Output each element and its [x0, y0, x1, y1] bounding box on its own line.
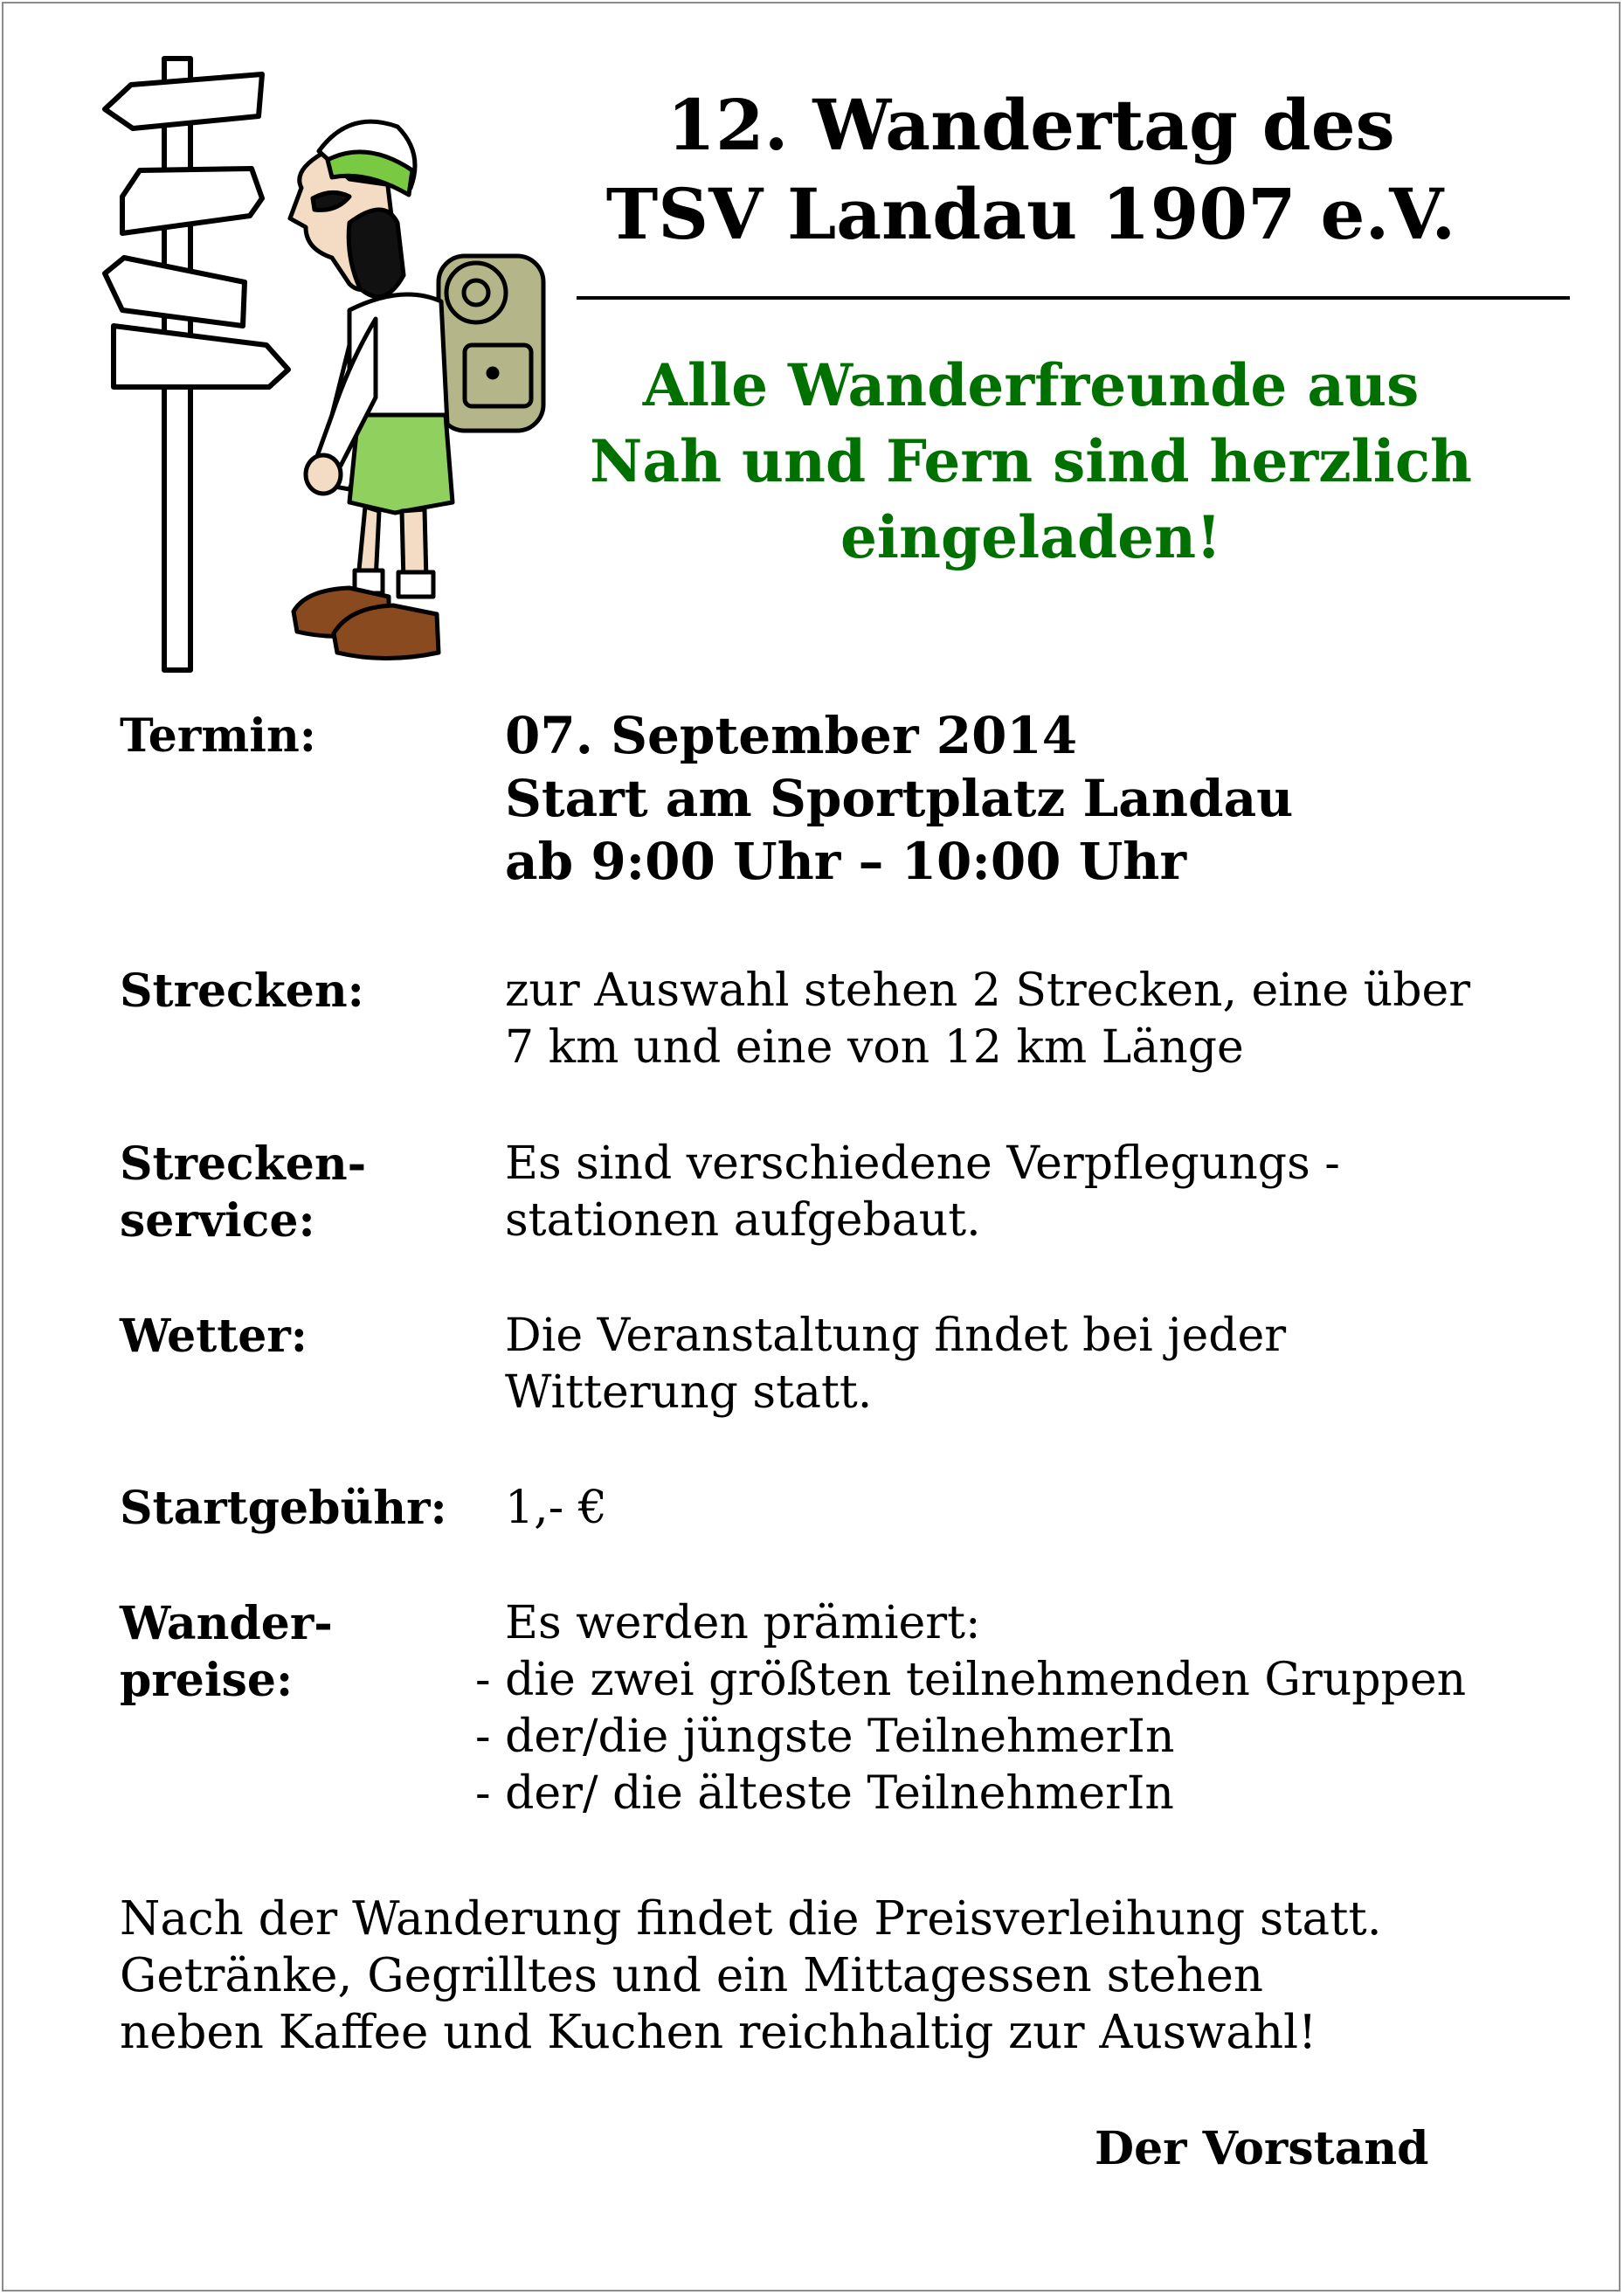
wetter-line-2: Witterung statt. — [505, 1366, 873, 1419]
title-line-1: 12. Wandertag des — [667, 84, 1395, 166]
invitation-line-2: Nah und Fern sind herzlich — [589, 427, 1472, 495]
closing-line-3: neben Kaffee und Kuchen reichhaltig zur Auswahl! — [120, 2006, 1317, 2059]
page-title — [568, 80, 1494, 259]
termin-time: ab 9:00 Uhr – 10:00 Uhr — [505, 832, 1187, 891]
invitation-text — [542, 348, 1520, 576]
termin-value — [505, 704, 1293, 893]
preise-label-line-2: preise: — [120, 1654, 294, 1707]
service-line-2: stationen aufgebaut. — [505, 1194, 981, 1247]
strecken-line-1: zur Auswahl stehen 2 Strecken, eine über — [505, 964, 1471, 1017]
termin-location: Start am Sportplatz Landau — [505, 769, 1294, 828]
gebuehr-label: Startgebühr: — [120, 1482, 447, 1535]
closing-text — [120, 1891, 1382, 2061]
preise-item: - die zwei größten teilnehmenden Gruppen — [475, 1654, 1467, 1706]
termin-date: 07. September 2014 — [505, 706, 1078, 765]
title-divider — [577, 296, 1570, 300]
wooden-signpost-icon — [105, 59, 288, 670]
invitation-line-3: eingeladen! — [840, 503, 1222, 571]
service-value — [505, 1136, 1340, 1249]
wetter-label: Wetter: — [120, 1310, 308, 1363]
strecken-value — [505, 963, 1470, 1076]
hiker-illustration — [87, 48, 559, 677]
termin-label: Termin: — [120, 709, 316, 763]
cartoon-hiker-icon — [290, 121, 543, 658]
signature: Der Vorstand — [1095, 2122, 1429, 2175]
service-label-line-1: Strecken- — [120, 1137, 367, 1191]
invitation-line-1: Alle Wanderfreunde aus — [642, 351, 1420, 419]
service-label — [120, 1136, 366, 1249]
preise-label — [120, 1595, 333, 1709]
preise-intro: Es werden prämiert: — [505, 1597, 981, 1649]
service-line-1: Es sind verschiedene Verpflegungs - — [505, 1137, 1340, 1190]
strecken-line-2: 7 km und eine von 12 km Länge — [505, 1021, 1244, 1074]
gebuehr-value: 1,- € — [505, 1482, 607, 1534]
service-label-line-2: service: — [120, 1194, 315, 1248]
closing-line-1: Nach der Wanderung findet die Preisverleihung statt. — [120, 1892, 1382, 1946]
closing-line-2: Getränke, Gegrilltes und ein Mittagessen stehen — [120, 1949, 1264, 2002]
preise-label-line-1: Wander- — [120, 1597, 333, 1650]
strecken-label: Strecken: — [120, 964, 364, 1018]
wetter-line-1: Die Veranstaltung findet bei jeder — [505, 1310, 1287, 1362]
preise-item: - der/die jüngste TeilnehmerIn — [475, 1711, 1175, 1763]
wetter-value — [505, 1308, 1286, 1421]
title-line-2: TSV Landau 1907 e.V. — [605, 173, 1456, 255]
preise-item: - der/ die älteste TeilnehmerIn — [475, 1767, 1174, 1820]
